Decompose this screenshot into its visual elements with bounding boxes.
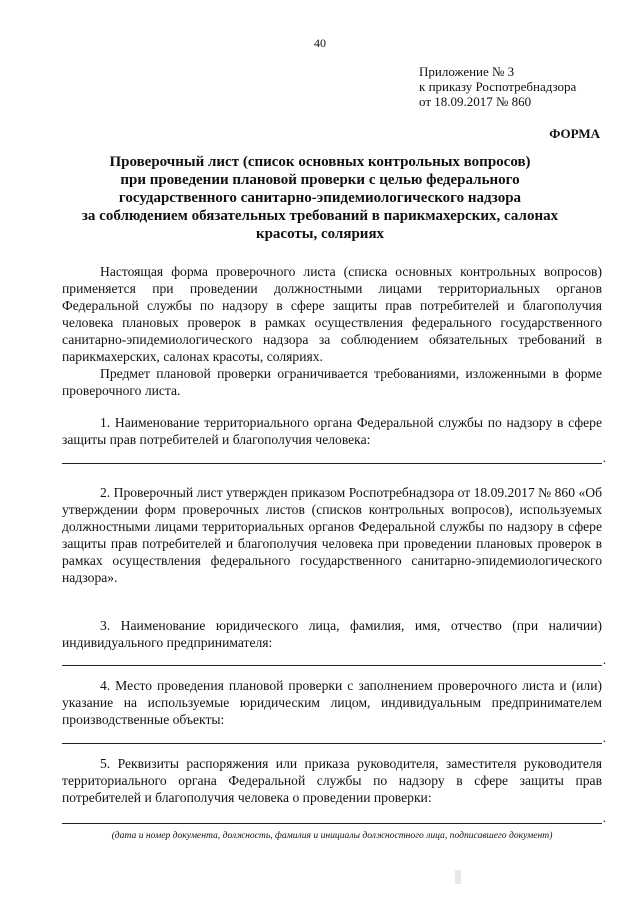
document-title [70, 153, 570, 243]
appendix-line: Приложение № 3 [419, 64, 515, 79]
fill-line-1[interactable] [62, 449, 606, 465]
item-text: 5. Реквизиты распоряжения или приказа руководителя, заместителя руководителя территориального органа Федеральной службы по надзору в сфере защиты прав потребителей и благополучия человека о проведении проверки: [62, 756, 602, 805]
item-text: 3. Наименование юридического лица, фамилия, имя, отчество (при наличии) индивидуального предпринимателя: [62, 618, 602, 650]
item-text: 1. Наименование территориального органа Федеральной службы по надзору в сфере защиты прав потребителей и благополучия человека: [62, 415, 602, 447]
title-line: за соблюдением обязательных требований в парикмахерских, салонах [81, 208, 559, 224]
forma-label: ФОРМА [549, 126, 600, 141]
item-1 [62, 414, 602, 448]
intro-section [62, 263, 602, 399]
appendix-line: к приказу Роспотребнадзора [419, 79, 577, 94]
signature-caption: (дата и номер документа, должность, фамилия и инициалы должностного лица, подписавшего документ) [111, 830, 553, 841]
item-2 [62, 484, 602, 586]
title-line: красоты, соляриях [255, 226, 385, 242]
appendix-block [419, 64, 576, 109]
title-line: государственного санитарно-эпидемиологического надзора [118, 190, 522, 206]
scan-mark [455, 870, 461, 884]
line-end-dot: . [602, 810, 606, 825]
item-text: 4. Место проведения плановой проверки с заполнением проверочного листа и (или) указание на используемые юридическим лицом, индивидуальным предпринимателем производственные объекты: [62, 678, 602, 727]
title-line: при проведении плановой проверки с целью федерального [120, 172, 520, 188]
page-number: 40 [314, 36, 326, 50]
intro-paragraph: Предмет плановой проверки ограничивается требованиями, изложенными в форме проверочного листа. [62, 366, 602, 398]
item-5 [62, 755, 602, 806]
item-3 [62, 617, 602, 651]
fill-line-3[interactable] [62, 651, 606, 667]
appendix-line: от 18.09.2017 № 860 [419, 94, 532, 109]
line-end-dot: . [602, 450, 606, 465]
item-text: 2. Проверочный лист утвержден приказом Роспотребнадзора от 18.09.2017 № 860 «Об утверждении форм проверочных листов (списков контрольных вопросов), используемых должностными лицами территориальных органов Федеральной службы по надзору в сфере защиты прав потребителей и благополучия человека при проведении плановых проверок в рамках осуществления федерального государственного санитарно-эпидемиологического надзора». [62, 485, 602, 585]
line-end-dot: . [602, 652, 606, 667]
title-line: Проверочный лист (список основных контрольных вопросов) [109, 154, 531, 170]
fill-line-4[interactable] [62, 729, 606, 745]
item-4 [62, 677, 602, 728]
line-end-dot: . [602, 730, 606, 745]
intro-paragraph: Настоящая форма проверочного листа (списка основных контрольных вопросов) применяется при проведении должностными лицами территориальных органов Федеральной службы по надзору в сфере защиты прав потребителей и благополучия человека плановых проверок в рамках осуществления федерального государственного санитарно-эпидемиологического надзора за соблюдением обязательных требований в парикмахерских, салонах красоты, соляриях. [62, 264, 602, 364]
fill-line-5[interactable] [62, 809, 606, 825]
